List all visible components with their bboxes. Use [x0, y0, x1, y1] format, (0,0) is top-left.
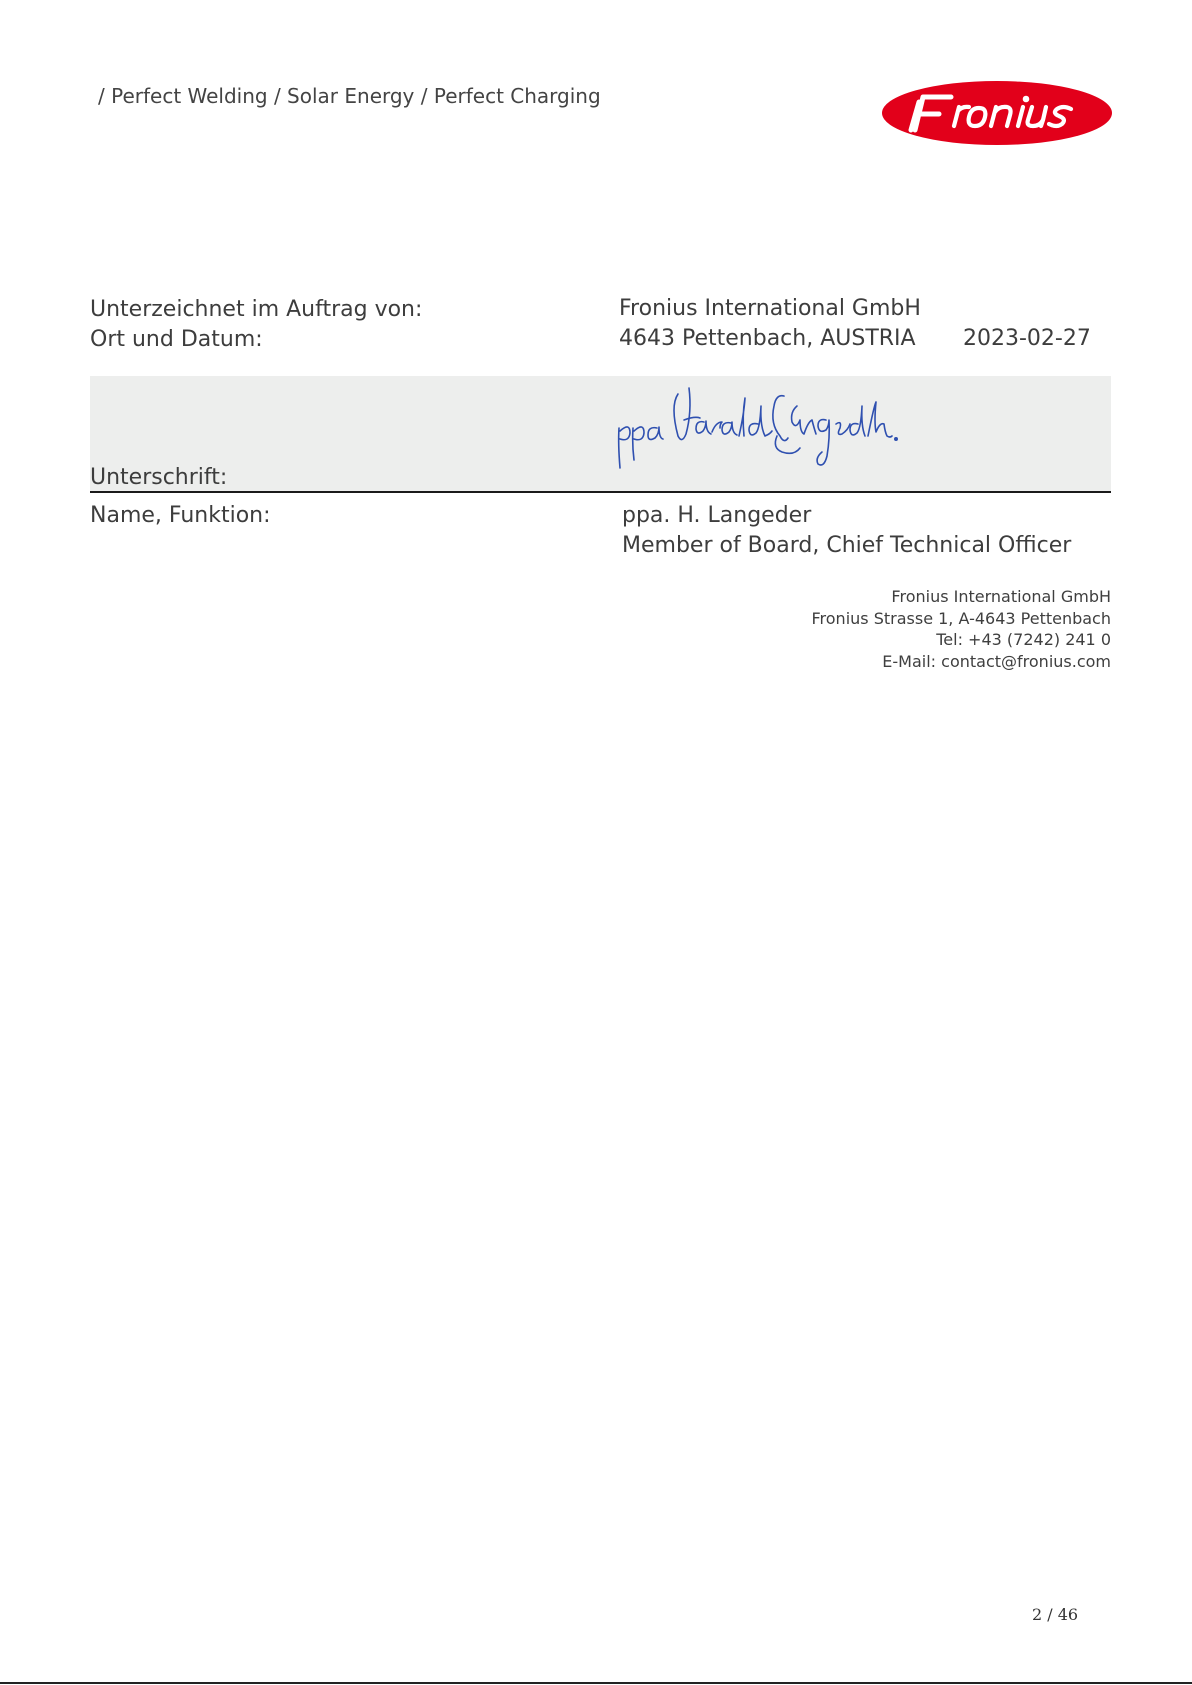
page-number: 2 / 46: [1032, 1605, 1079, 1624]
contact-tel: Tel: +43 (7242) 241 0: [936, 630, 1111, 650]
handwritten-signature: [612, 376, 932, 491]
contact-company: Fronius International GmbH: [891, 587, 1111, 606]
name-function-label: Name, Funktion:: [90, 503, 271, 528]
bottom-divider: [0, 1682, 1192, 1684]
signed-on-behalf-value: Fronius International GmbH: [619, 296, 921, 321]
contact-address: Fronius Strasse 1, A-4643 Pettenbach: [811, 608, 1111, 628]
date-value: 2023-02-27: [963, 326, 1091, 351]
function-value: Member of Board, Chief Technical Officer: [622, 533, 1072, 558]
header-tagline: / Perfect Welding / Solar Energy / Perfect Charging: [98, 84, 601, 108]
contact-block: [812, 586, 1112, 673]
place-date-label: Ort und Datum:: [90, 327, 263, 352]
signature-label: Unterschrift:: [90, 465, 228, 490]
place-value: 4643 Pettenbach, AUSTRIA: [619, 326, 916, 351]
name-value: ppa. H. Langeder: [622, 503, 812, 528]
signature-field: [90, 376, 1111, 493]
signed-on-behalf-label: Unterzeichnet im Auftrag von:: [90, 297, 423, 322]
contact-email: E-Mail: contact@fronius.com: [882, 652, 1111, 672]
fronius-logo: [881, 80, 1113, 146]
